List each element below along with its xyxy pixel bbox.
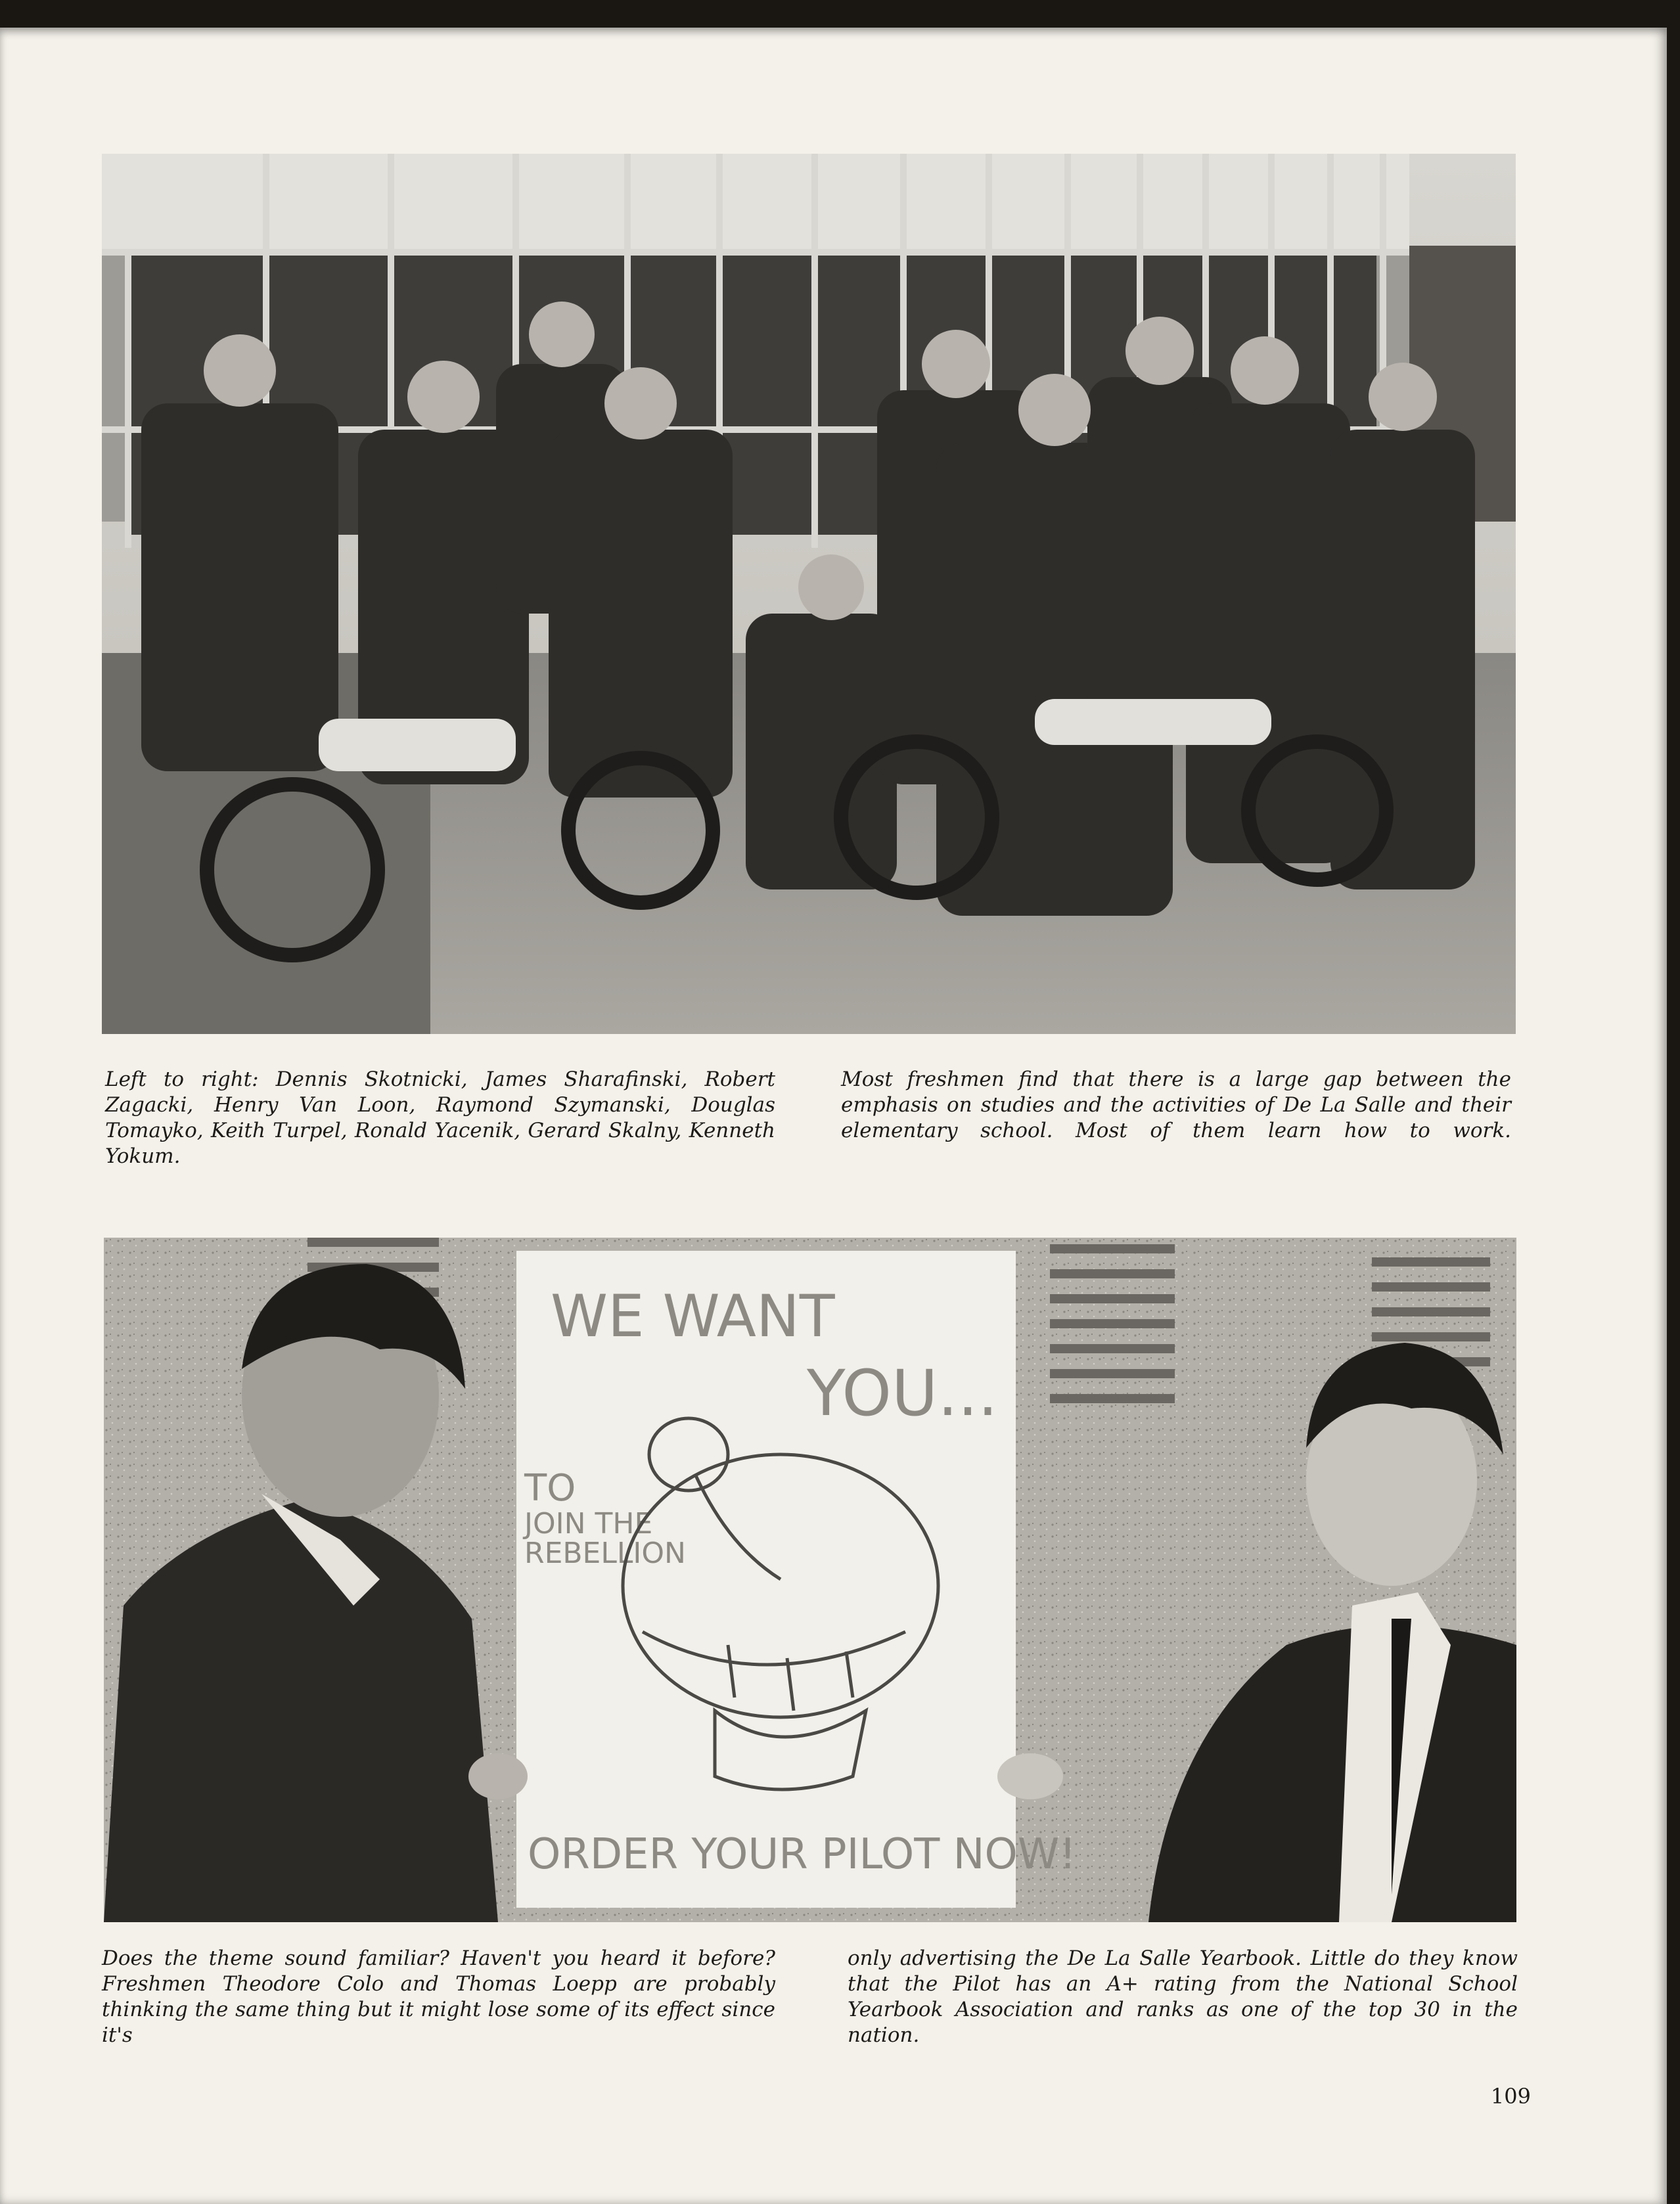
poster-line-6: ORDER YOUR PILOT NOW! <box>528 1830 1076 1879</box>
caption-group-names: Left to right: Dennis Skotnicki, James Sharafinski, Robert Zagacki, Henry Van Loon, Raymond Szymanski, Douglas Tomayko, Keith Turpel, Ronald Yacenik, Gerard Skalny, Kenneth Yokum. <box>105 1068 775 1168</box>
poster-photo <box>104 1238 1516 1922</box>
page-number: 109 <box>1490 2084 1531 2109</box>
yearbook-page <box>0 28 1667 2204</box>
poster-line-3: TO <box>524 1467 576 1510</box>
group-photo-image <box>102 154 1516 1034</box>
caption-theme-question: Does the theme sound familiar? Haven't you heard it before? Freshmen Theodore Colo and Thomas Loepp are probably thinking the same thing but it might lose some of its effect since it's <box>102 1946 775 2047</box>
poster-photo-image <box>104 1238 1516 1922</box>
poster-line-5: REBELLION <box>524 1537 686 1570</box>
poster-line-2: YOU... <box>807 1357 998 1430</box>
poster-line-1: WE WANT <box>551 1282 835 1350</box>
caption-freshmen-gap: Most freshmen find that there is a large gap between the emphasis on studies and the activities of De La Salle and their elementary school. Most of them learn how to work. <box>841 1068 1511 1142</box>
group-photo <box>102 154 1516 1034</box>
caption-yearbook-rating: only advertising the De La Salle Yearbook. Little do they know that the Pilot has an A+ rating from the National School Yearbook Association and ranks as one of the top 30 in the nation. <box>848 1946 1518 2047</box>
poster-line-4: JOIN THE <box>524 1507 653 1541</box>
